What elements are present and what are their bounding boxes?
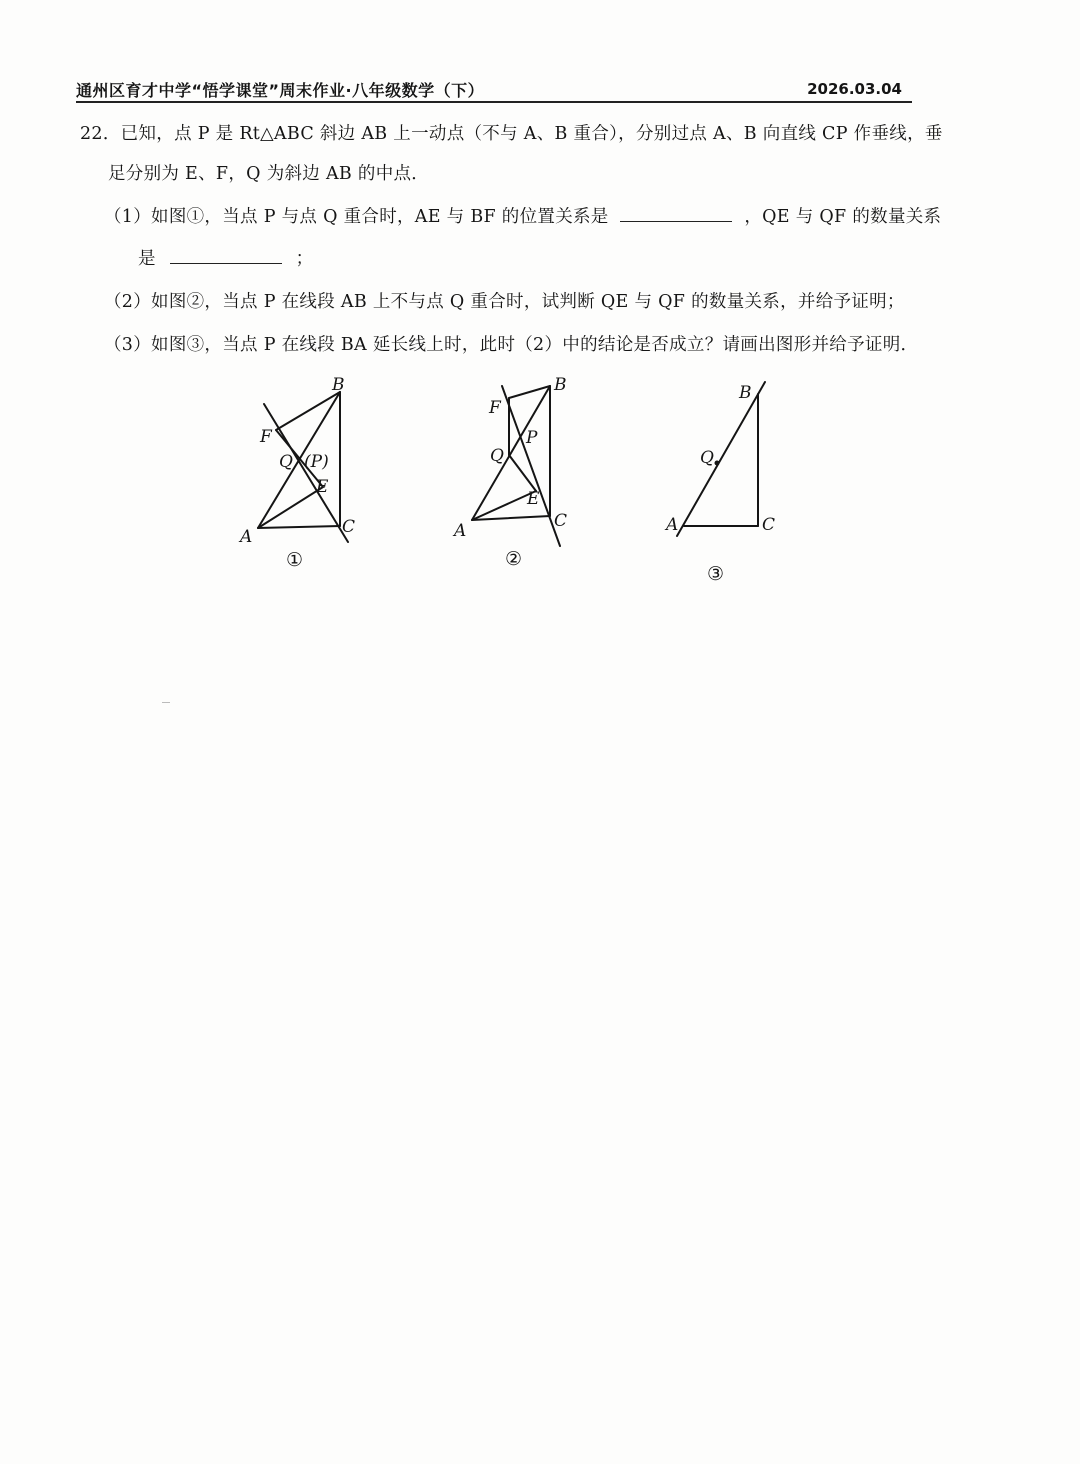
fig1-label-f: F (260, 427, 272, 447)
fig3-label-a: A (666, 515, 679, 535)
part-1-text-c: 是 (138, 249, 156, 269)
fig2-label-p: P (526, 428, 538, 448)
fig1-label-e: E (316, 477, 329, 497)
part-1-continuation (138, 245, 313, 270)
part-3-line: （3）如图③，当点 P 在线段 BA 延长线上时，此时（2）中的结论是否成立？请画出图形并给予证明． (104, 335, 919, 355)
fig2-label-c: C (554, 511, 568, 531)
figure-3 (677, 382, 765, 536)
fig1-caption: ① (286, 549, 304, 571)
fig2-label-q: Q (490, 446, 504, 466)
fig1-label-b: B (332, 375, 345, 395)
header-divider (76, 101, 912, 103)
fig1-line-cp (264, 404, 348, 542)
fig1-segment-bf (276, 392, 340, 430)
figure-1 (258, 392, 348, 542)
fig1-segment-ac (258, 526, 340, 528)
part-1-text-a: （1）如图①，当点 P 与点 Q 重合时，AE 与 BF 的位置关系是 (104, 207, 609, 227)
part-1-text-d: ； (295, 249, 314, 269)
part-1-line (104, 203, 941, 228)
fig1-label-q: Q (279, 452, 293, 472)
fig2-segment-ac (472, 516, 550, 520)
fig1-label-c: C (342, 517, 356, 537)
fig1-segment-ae (258, 487, 323, 528)
fig2-caption: ② (505, 548, 523, 570)
header-date: 2026.03.04 (807, 80, 902, 98)
fig3-label-b: B (739, 383, 752, 403)
fig1-label-p: (P) (304, 452, 329, 472)
page-header (76, 78, 912, 100)
fig2-label-a: A (454, 521, 467, 541)
fig2-segment-qe (509, 455, 536, 491)
fig2-line-cp (502, 386, 560, 546)
answer-blank-1[interactable] (620, 207, 732, 222)
fig3-label-c: C (762, 515, 776, 535)
answer-blank-2[interactable] (170, 249, 282, 264)
fig3-caption: ③ (707, 563, 725, 585)
figures-svg (220, 370, 800, 590)
scan-speck (162, 702, 170, 703)
question-line-2: 足分别为 E、F，Q 为斜边 AB 的中点． (108, 164, 430, 184)
fig1-label-a: A (240, 527, 253, 547)
fig3-label-q: Q (700, 448, 714, 468)
part-2-line: （2）如图②，当点 P 在线段 AB 上不与点 Q 重合时，试判断 QE 与 QF 的数量关系，并给予证明； (104, 292, 905, 312)
figures-row (220, 370, 800, 594)
fig2-label-f: F (489, 398, 501, 418)
part-1-text-b: ，QE 与 QF 的数量关系 (744, 207, 942, 227)
fig2-label-b: B (554, 375, 567, 395)
fig3-point-q (715, 461, 720, 466)
header-title: 通州区育才中学“悟学课堂”周末作业·八年级数学（下） (76, 81, 485, 100)
fig3-line-ab (677, 382, 765, 536)
question-line-1: 22．已知，点 P 是 Rt△ABC 斜边 AB 上一动点（不与 A、B 重合），分别过点 A、B 向直线 CP 作垂线，垂 (80, 124, 943, 144)
figure-2 (472, 386, 560, 546)
fig2-label-e: E (527, 489, 540, 509)
